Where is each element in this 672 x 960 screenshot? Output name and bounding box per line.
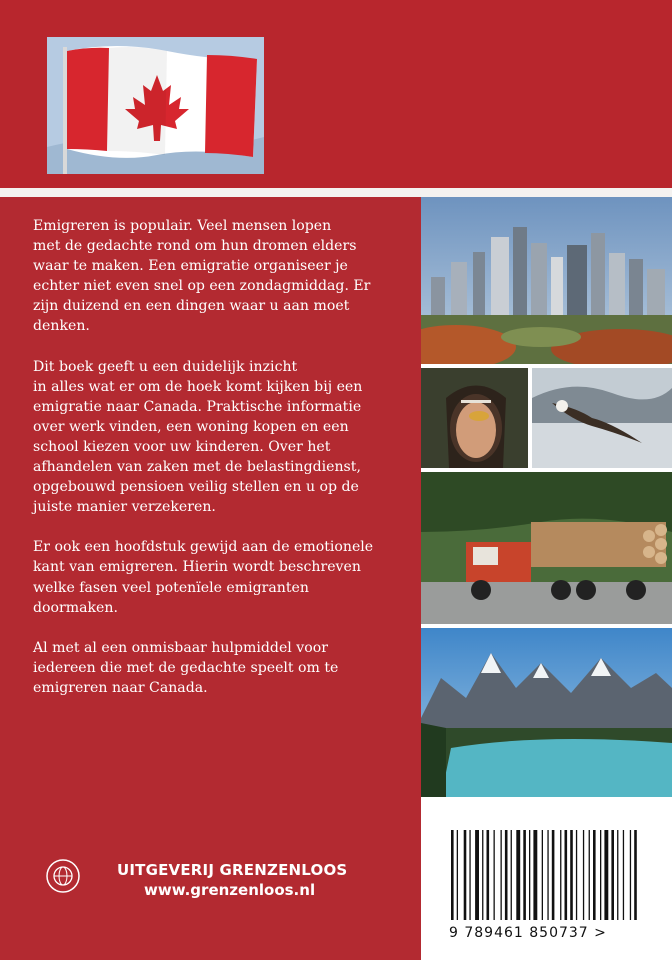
barcode-bar — [457, 830, 458, 920]
barcode-bar — [617, 830, 618, 920]
blurb-paragraph-1: Emigreren is populair. Veel mensen lopen met de gedachte rond om hun dromen elders waar te maken. Een emigratie organiseer je echter niet even snel op een zondagmiddag. Er zijn duizend en een dingen waar u aan moet denken. — [33, 218, 371, 335]
isbn-number: 9 789461 850737 > — [449, 925, 607, 941]
back-cover-blurb — [33, 216, 405, 718]
publisher-name: UITGEVERIJ GRENZENLOOS — [117, 861, 348, 879]
barcode-bar — [533, 830, 537, 920]
barcode-bar — [511, 830, 512, 920]
barcode-bar — [589, 830, 590, 920]
barcode-bar — [542, 830, 543, 920]
cover-top-band — [0, 0, 672, 188]
barcode-bar — [634, 830, 637, 920]
barcode-bar — [469, 830, 470, 920]
divider-strip — [0, 188, 672, 197]
barcode-bar — [593, 830, 596, 920]
barcode-bar — [565, 830, 568, 920]
barcode-bar — [600, 830, 601, 920]
barcode-bar — [494, 830, 495, 920]
barcode-icon — [449, 830, 664, 920]
barcode-bar — [570, 830, 573, 920]
moraine-lake-photo — [421, 628, 672, 797]
barcode-bar — [516, 830, 520, 920]
barcode-area — [421, 797, 672, 960]
barcode-bar — [630, 830, 631, 920]
barcode-bar — [475, 830, 479, 920]
barcode-bar — [482, 830, 483, 920]
blurb-paragraph-4: Al met al een onmisbaar hulpmiddel voor iedereen die met de gedachte speelt om te emigreren naar Canada. — [33, 639, 339, 696]
barcode-bar — [464, 830, 467, 920]
barcode-bar — [529, 830, 530, 920]
blurb-paragraph-3: Er ook een hoofdstuk gewijd aan de emotionele kant van emigreren. Hierin wordt beschreven welke fasen veel potenïele emigranten doormaken. — [33, 539, 374, 616]
globe-logo-icon — [46, 859, 80, 893]
barcode-bar — [451, 830, 454, 920]
barcode-bar — [576, 830, 577, 920]
photo-column — [421, 197, 672, 797]
publisher-url: www.grenzenloos.nl — [144, 881, 316, 899]
barcode-bar — [487, 830, 490, 920]
barcode-bar — [547, 830, 548, 920]
barcode-bar — [611, 830, 614, 920]
barcode-bar — [623, 830, 624, 920]
barcode-bar — [505, 830, 508, 920]
barcode-bar — [604, 830, 608, 920]
barcode-bar — [523, 830, 526, 920]
barcode-bar — [560, 830, 561, 920]
montreal-skyline-photo — [421, 197, 672, 364]
first-nations-woman-photo — [421, 368, 528, 468]
bald-eagle-photo — [532, 368, 672, 468]
canadian-flag-photo — [47, 37, 264, 174]
barcode-bar — [501, 830, 502, 920]
logging-truck-photo — [421, 472, 672, 624]
barcode-bar — [583, 830, 584, 920]
blurb-paragraph-2: Dit boek geeft u een duidelijk inzicht in alles wat er om de hoek komt kijken bij een emigratie naar Canada. Praktische informatie over werk vinden, een woning kopen en een school kiezen voor uw kinderen. Over het afhandelen van zaken met de belastingdienst, opgebouwd pensioen veilig stellen en u op de juiste manier verzekeren. — [33, 358, 363, 516]
canadian-flag-icon — [47, 37, 264, 174]
barcode-bar — [552, 830, 555, 920]
